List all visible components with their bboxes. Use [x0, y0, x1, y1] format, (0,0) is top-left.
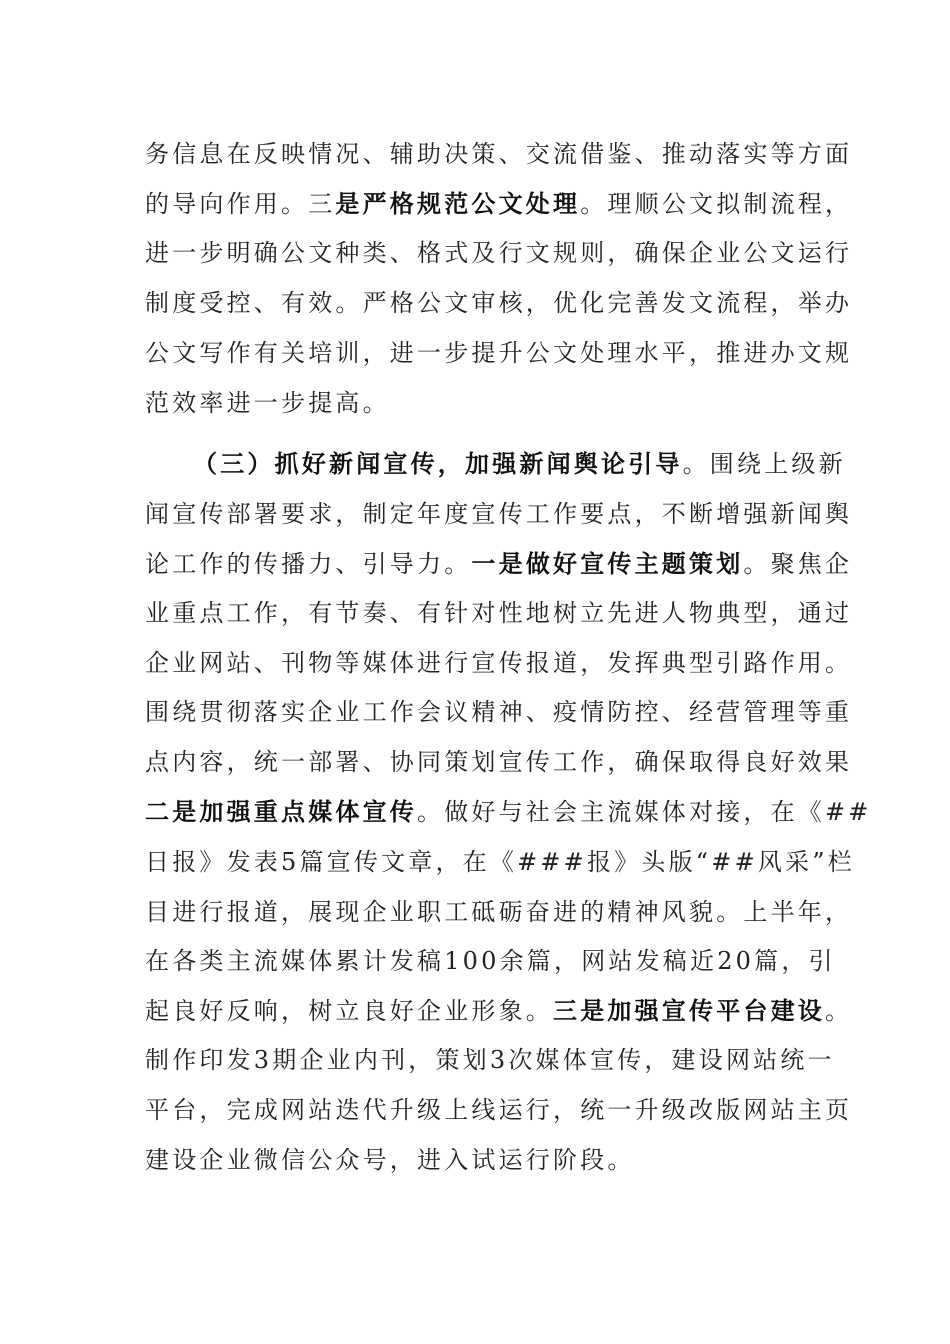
- text-line: [145, 946, 836, 976]
- text-line: [145, 499, 853, 529]
- text-segment: 。做好与社会主流媒体对接，在《##: [417, 798, 872, 826]
- bold-heading: 是严格规范公文处理: [335, 189, 581, 218]
- text-line: [145, 847, 855, 877]
- text-line: [145, 549, 853, 579]
- text-line: [145, 1045, 835, 1075]
- section-heading: （三）抓好新闻宣传，加强新闻舆论引导: [193, 449, 683, 478]
- text-line: [145, 238, 853, 268]
- text-line: [145, 797, 872, 827]
- text-line: [145, 697, 853, 727]
- text-line: [145, 648, 853, 678]
- text-segment: 务信息在反映情况、辅助决策、交流借鉴、推动落实等方面: [145, 140, 853, 168]
- text-line: [145, 996, 853, 1026]
- text-line: [193, 449, 858, 479]
- text-segment: 日报》发表5篇宣传文章，在《###报》头版“##风采”栏: [145, 848, 855, 876]
- text-line: [145, 1145, 810, 1175]
- text-segment: 企业网站、刊物等媒体进行宣传报道，发挥典型引路作用。: [145, 649, 853, 677]
- text-segment: 业重点工作，有节奏、有针对性地树立先进人物典型，通过: [145, 599, 853, 627]
- text-segment: 在各类主流媒体累计发稿100余篇，网站发稿近20篇，引: [145, 947, 836, 975]
- text-segment: 公文写作有关培训，进一步提升公文处理水平，推进办文规: [145, 339, 853, 367]
- text-line: [145, 897, 853, 927]
- text-segment: 的导向作用。三: [145, 190, 336, 218]
- bold-heading: 二是加强重点媒体宣传: [145, 797, 417, 826]
- text-segment: 。围绕上级新: [682, 450, 846, 478]
- text-line: [145, 189, 853, 219]
- text-segment: 闻宣传部署要求，制定年度宣传工作要点，不断增强新闻舆: [145, 500, 853, 528]
- text-line: [145, 747, 853, 777]
- text-segment: 制度受控、有效。严格公文审核，优化完善发文流程，举办: [145, 289, 853, 317]
- text-segment: 范效率进一步提高。: [145, 389, 390, 417]
- text-segment: 围绕贯彻落实企业工作会议精神、疫情防控、经营管理等重: [145, 698, 853, 726]
- text-line: [145, 139, 853, 169]
- text-line: [145, 1095, 853, 1125]
- text-segment: 。: [825, 997, 853, 1025]
- bold-heading: 三是加强宣传平台建设: [553, 996, 825, 1025]
- text-line: [145, 338, 853, 368]
- text-segment: 目进行报道，展现企业职工砥砺奋进的精神风貌。上半年，: [145, 898, 853, 926]
- text-line: [145, 598, 853, 628]
- text-segment: 点内容，统一部署、协同策划宣传工作，确保取得良好效果: [145, 748, 853, 776]
- text-segment: 制作印发3期企业内刊，策划3次媒体宣传，建设网站统一: [145, 1046, 835, 1074]
- text-segment: 。理顺公文拟制流程，: [580, 190, 853, 218]
- bold-heading: 一是做好宣传主题策划: [471, 549, 744, 578]
- text-segment: 建设企业微信公众号，进入试运行阶段。: [145, 1146, 635, 1174]
- text-segment: 起良好反响，树立良好企业形象。: [145, 997, 553, 1025]
- text-segment: 进一步明确公文种类、格式及行文规则，确保企业公文运行: [145, 239, 853, 267]
- text-segment: 平台，完成网站迭代升级上线运行，统一升级改版网站主页: [145, 1096, 853, 1124]
- text-line: [145, 388, 810, 418]
- text-line: [145, 288, 853, 318]
- text-segment: 。聚焦企: [743, 550, 853, 578]
- text-segment: 论工作的传播力、引导力。: [145, 550, 472, 578]
